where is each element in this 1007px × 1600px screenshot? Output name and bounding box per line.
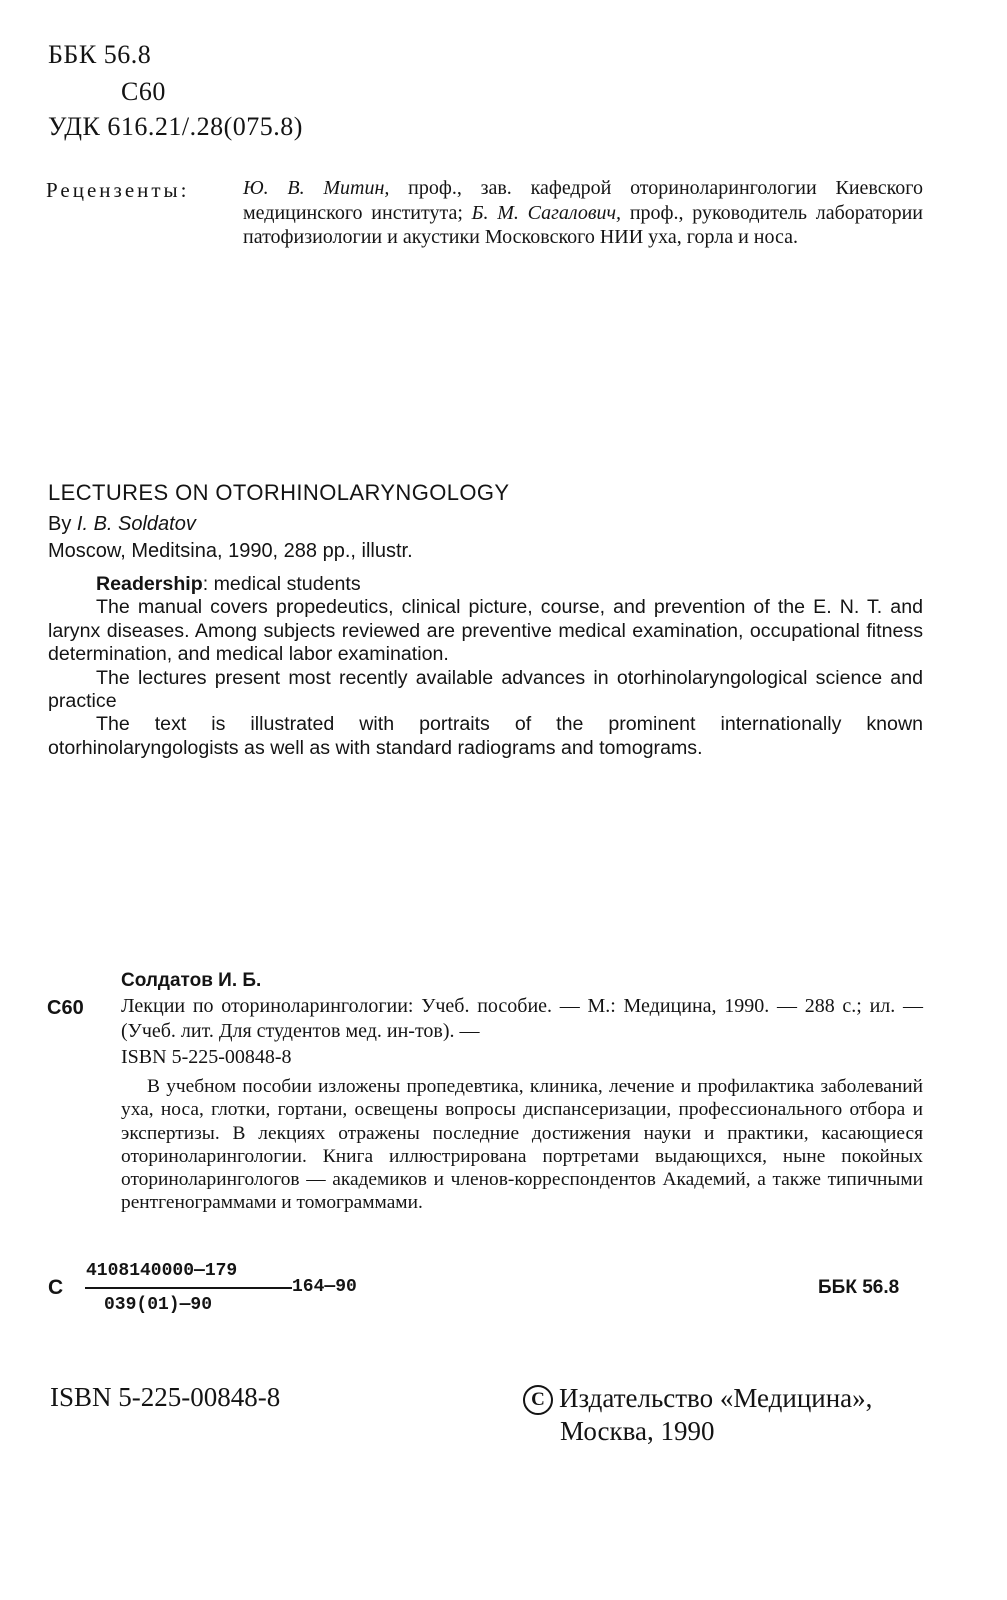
bbk-code: ББК 56.8 xyxy=(48,40,152,69)
english-paragraph-3: The text is illustrated with portraits of the prominent internationally known otorhinolaryngologists as well as with standard radiograms and tomograms. xyxy=(48,713,923,759)
formula-denominator: 039(01)—90 xyxy=(104,1295,213,1315)
catalog-description xyxy=(121,994,923,1070)
fraction-rule xyxy=(85,1287,292,1289)
readership-line xyxy=(48,573,923,596)
reviewers-text xyxy=(243,176,923,250)
publisher-city-year: Москва, 1990 xyxy=(560,1416,715,1446)
catalog-bibliographic-line: Лекции по оториноларингологии: Учеб. пособие. — М.: Медицина, 1990. — 288 с.; ил. — (Учеб. лит. Для студентов мед. ин-тов). — xyxy=(121,995,923,1043)
formula-letter: С xyxy=(48,1276,64,1299)
english-byline xyxy=(48,513,196,536)
author-mark: С60 xyxy=(121,77,166,106)
copyright-block xyxy=(523,1382,872,1447)
reviewer-2-affiliation: проф., руководитель лаборатории патофизиологии и акустики Московского НИИ уха, горла и носа. xyxy=(243,201,923,249)
formula-numerator: 4108140000—179 xyxy=(86,1261,238,1281)
catalog-abstract xyxy=(121,1075,923,1215)
reviewer-1-name: Ю. В. Митин, xyxy=(243,177,390,199)
formula-suffix: 164—90 xyxy=(292,1277,357,1297)
by-prefix: By xyxy=(48,513,72,535)
english-paragraph-2: The lectures present most recently available advances in otorhinolaryngological science and practice xyxy=(48,666,923,713)
catalog-author: Солдатов И. Б. xyxy=(121,970,262,991)
english-imprint: Moscow, Meditsina, 1990, 288 pp., illustr. xyxy=(48,540,413,562)
readership-value: : medical students xyxy=(202,573,361,595)
copyright-line xyxy=(523,1382,872,1415)
english-title: LECTURES ON OTORHINOLARYNGOLOGY xyxy=(48,480,510,505)
english-summary xyxy=(48,573,923,760)
catalog-isbn: ISBN 5-225-00848-8 xyxy=(121,1045,292,1068)
copyright-icon: C xyxy=(523,1385,553,1415)
reviewer-1-affiliation: проф., зав. кафедрой оториноларингологии Киевского медицинского института; xyxy=(243,177,924,224)
footer-isbn: ISBN 5-225-00848-8 xyxy=(50,1382,281,1412)
reviewer-2-name: Б. М. Сагалович, xyxy=(471,201,622,224)
english-author: I. B. Soldatov xyxy=(76,513,196,535)
abstract-text: В учебном пособии изложены пропедевтика, клиника, лечение и профилактика заболеваний уха, носа, глотки, гортани, освещены вопросы диспансеризации, профессионального отбора и экспертизы. В лекциях отражены последние достижения науки и практики, касающиеся оториноларингологии. Книга иллюстрирована портретами выдающихся, ныне покойных оториноларингологов — академиков и членов-корреспондентов Академий, а также типичными рентгенограммами и томограммами. xyxy=(121,1076,923,1214)
english-paragraph-1: The manual covers propedeutics, clinical picture, course, and prevention of the E. N. T. and larynx diseases. Among subjects reviewed are preventive medical examination, occupational fitness determination, and medical labor examination. xyxy=(48,596,923,666)
publisher-name: Издательство «Медицина», xyxy=(559,1383,873,1413)
catalog-code: С60 xyxy=(47,997,84,1019)
bbk-right: ББК 56.8 xyxy=(818,1277,900,1298)
reviewers-label: Рецензенты: xyxy=(46,178,190,202)
udk-code: УДК 616.21/.28(075.8) xyxy=(48,112,303,141)
readership-label: Readership xyxy=(96,573,203,595)
